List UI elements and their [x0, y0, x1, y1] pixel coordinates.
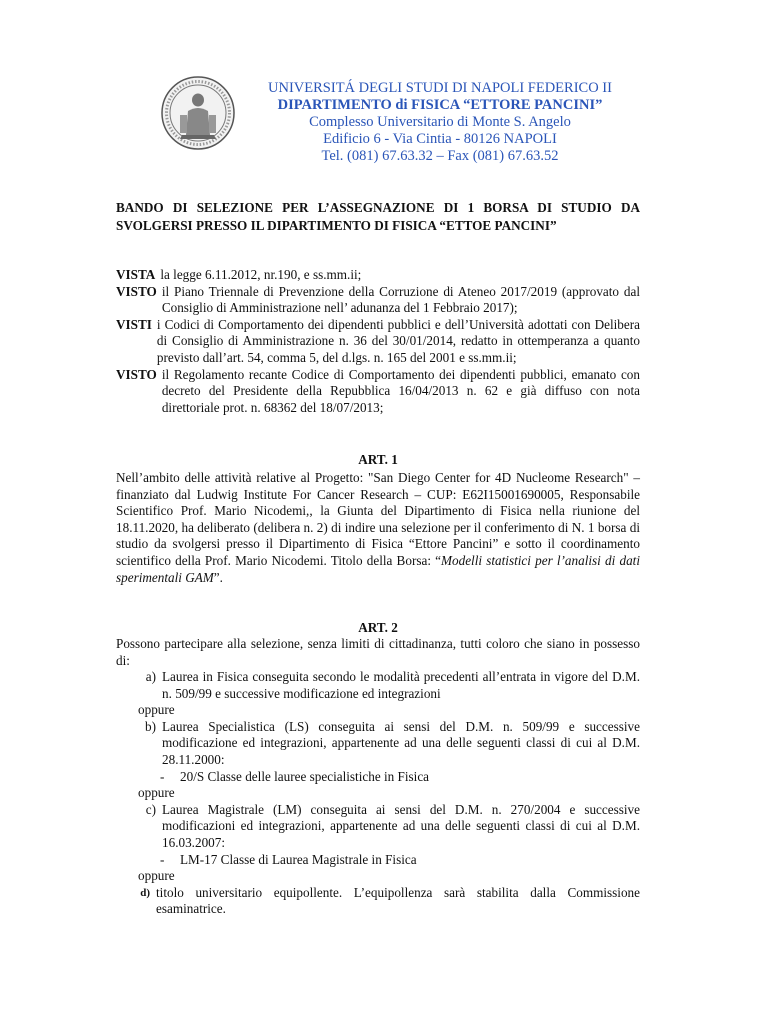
list-item [116, 669, 640, 702]
dash: - [160, 851, 165, 867]
art2-heading: ART. 2 [358, 620, 398, 635]
sub-text: LM-17 Classe di Laurea Magistrale in Fisica [180, 851, 417, 867]
premise-label: VISTO [116, 366, 157, 382]
document-title: BANDO DI SELEZIONE PER L’ASSEGNAZIONE DI 1 BORSA DI STUDIO DA SVOLGERSI PRESSO IL DIPARTIMENTO DI FISICA “ETTOE PANCINI” [116, 200, 640, 233]
premise-row [116, 317, 640, 367]
premise-text: il Piano Triennale di Prevenzione della Corruzione di Ateneo 2017/2019 (approvato dal Consiglio di Amministrazione nell’ adunanza del 1 Febbraio 2017); [161, 283, 640, 316]
oppure-label: oppure [138, 785, 175, 801]
premise-text: la legge 6.11.2012, nr.190, e ss.mm.ii; [160, 267, 362, 282]
premise-row [116, 367, 640, 417]
list-item [116, 719, 640, 769]
premise-label: VISTA [116, 267, 156, 282]
sub-item [116, 852, 640, 869]
list-text: Laurea Specialistica (LS) conseguita ai sensi del D.M. n. 509/99 e successive modificazione ed integrazioni, appartenente ad una delle seguenti classi di cui al D.M. 28.11.2000: [162, 718, 640, 767]
oppure-label: oppure [138, 868, 175, 884]
premise-label: VISTO [116, 283, 157, 299]
sub-item [116, 769, 640, 786]
list-label: d) [140, 886, 150, 899]
dash: - [160, 768, 165, 784]
list-text: Laurea in Fisica conseguita secondo le modalità precedenti all’entrata in vigore del D.M. n. 509/99 e successive modificazione ed integrazioni [162, 669, 640, 701]
sub-text: 20/S Classe delle lauree specialistiche in Fisica [180, 768, 430, 784]
list-text: Laurea Magistrale (LM) conseguita ai sensi del D.M. n. 270/2004 e successive modificazioni ed integrazioni, appartenente ad una delle seguenti classi di cui al D.M. 16.03.2007: [162, 801, 640, 850]
university-seal-icon [160, 75, 236, 151]
art2-intro: Possono partecipare alla selezione, senza limiti di cittadinanza, tutti coloro che siano in possesso di: [116, 636, 640, 668]
art1-text-end: ”. [213, 569, 223, 585]
premise-row [116, 284, 640, 317]
premise-row [116, 267, 640, 284]
requirements-list [116, 669, 640, 918]
address: Edificio 6 - Via Cintia - 80126 NAPOLI [323, 131, 557, 147]
premises [116, 267, 640, 416]
list-item [116, 885, 640, 918]
art1-heading: ART. 1 [358, 452, 398, 467]
complex-name: Complesso Universitario di Monte S. Angelo [309, 114, 571, 130]
phone-fax: Tel. (081) 67.63.32 – Fax (081) 67.63.52 [321, 148, 559, 164]
list-label: a) [145, 669, 156, 684]
premise-label: VISTI [116, 316, 152, 332]
list-item [116, 802, 640, 852]
list-label: b) [145, 718, 156, 734]
premise-text: il Regolamento recante Codice di Comportamento dei dipendenti pubblici, emanato con decreto del Presidente della Repubblica 16/04/2013 n. 62 e già diffuso con nota direttoriale prot. n. 68362 del 18/07/2013; [161, 366, 640, 415]
art1-paragraph [116, 470, 640, 586]
scholarship-title: Modelli statistici per l’analisi di dati sperimentali GAM [116, 552, 640, 585]
oppure-label: oppure [138, 702, 175, 718]
art1-text: Nell’ambito delle attività relative al Progetto: "San Diego Center for 4D Nucleome Research" – finanziato dal Ludwig Institute For Cancer Research – CUP: E62I15001690005, Responsabile Scientifico Prof. Mario Nicodemi,, la Giunta del Dipartimento di Fisica nella riunione del 18.11.2020, ha deliberato (delibera n. 2) di indire una selezione per il conferimento di N. 1 borsa di studio da svolgersi presso il Dipartimento di Fisica “Ettore Pancini” e sotto il coordinamento scientifico della Prof. Mario Nicodemi. Titolo della Borsa: “ [116, 470, 640, 568]
department-name: DIPARTIMENTO di FISICA “ETTORE PANCINI” [277, 97, 603, 113]
premise-text: i Codici di Comportamento dei dipendenti pubblici e dell’Università adottati con Delibera di Consiglio di Amministrazione n. 36 del 30/01/2014, redatto in ottemperanza a quanto previsto dall’art. 54, comma 5, del d.lgs. n. 165 del 2001 e ss.mm.ii; [156, 316, 640, 365]
header-block [250, 80, 630, 165]
university-name: UNIVERSITÁ DEGLI STUDI DI NAPOLI FEDERICO II [268, 80, 612, 96]
list-label: c) [145, 801, 156, 817]
list-text: titolo universitario equipollente. L’equipollenza sarà stabilita dalla Commissione esaminatrice. [156, 884, 640, 917]
